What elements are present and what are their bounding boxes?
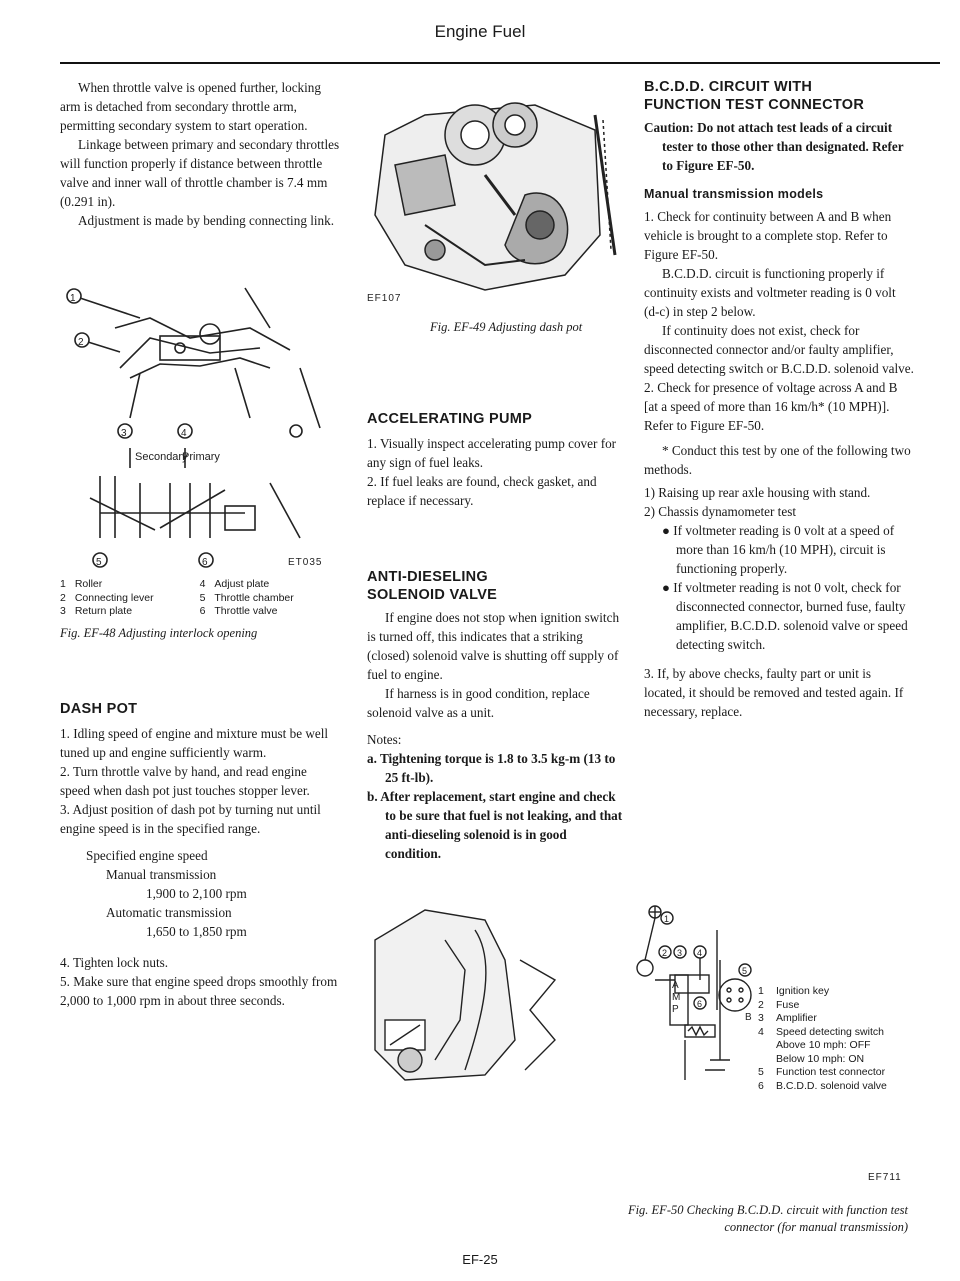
anti-para-2: If harness is in good condition, replace solenoid valve as a unit. [367,686,590,720]
spec-manual-value: 1,900 to 2,100 rpm [146,886,247,901]
spec-auto-value: 1,650 to 1,850 rpm [146,924,247,939]
letter-m: M [672,992,681,1003]
spec-auto: Automatic transmission [106,905,232,920]
secondary-label: Secondary [135,451,188,463]
svg-text:5: 5 [742,966,748,976]
intro-para-2: Linkage between primary and secondary throttles will function properly if distance between throttle valve and inner wall of throttle chamber is 7.4 mm (0.291 in). [60,137,340,209]
caution: Caution: Do not attach test leads of a circuit tester to those other than designated. Refer to Figure EF-50. [644,120,904,173]
anti-dieseling-heading-2: SOLENOID VALVE [367,587,498,603]
svg-text:1: 1 [70,293,76,304]
fig50-code: EF711 [868,1172,902,1183]
intro-para-3: Adjustment is made by bending connecting link. [78,213,335,228]
bcdd-step-1b: B.C.D.D. circuit is functioning properly if continuity exists and voltmeter reading is 0 volt (d-c) in step 2 below. [644,266,896,319]
page-header: Engine Fuel [434,22,526,41]
accel-step-1: 1. Visually inspect accelerating pump cover for any sign of fuel leaks. [367,436,617,470]
legend-row: 4 Speed detecting switch [758,1025,884,1038]
bcdd-circuit-diagram [365,900,755,1090]
interlock-diagram [60,268,340,578]
accelerating-pump-heading: ACCELERATING PUMP [367,411,533,427]
dash-pot-step-3: 3. Adjust position of dash pot by turning nut until engine speed is in the specified range. [60,802,321,836]
legend-row: 2 Connecting lever 5 Throttle chamber [60,591,294,604]
accel-step-2: 2. If fuel leaks are found, check gasket, and replace if necessary. [367,474,597,508]
dash-pot-step-5: 5. Make sure that engine speed drops smoothly from 2,000 to 1,000 rpm in about three seconds. [60,974,338,1008]
note-b: b. After replacement, start engine and check to be sure that fuel is not leaking, and that anti-dieseling solenoid is in good condition. [367,789,623,861]
legend-row: 3 Amplifier [758,1012,817,1024]
manual-transmission-heading: Manual transmission models [644,187,824,201]
method-2: 2) Chassis dynamometer test [644,504,796,519]
anti-dieseling-section [367,568,625,863]
svg-text:2: 2 [78,337,84,348]
svg-text:6: 6 [202,557,208,568]
method-1: 1) Raising up rear axle housing with stand. [644,485,871,500]
legend-row: 2 Fuse [758,998,800,1011]
svg-text:6: 6 [697,999,703,1009]
column-3 [644,78,914,721]
bullet-1: ● If voltmeter reading is 0 volt at a speed of more than 16 km/h (10 MPH), circuit is functioning properly. [662,523,895,576]
svg-text:3: 3 [677,948,683,958]
dash-pot-section [60,700,340,1010]
note-a: a. Tightening torque is 1.8 to 3.5 kg-m (13 to 25 ft-lb). [367,751,616,785]
header-rule [60,62,940,64]
spec-title: Specified engine speed [86,848,208,863]
intro-para-1: When throttle valve is opened further, locking arm is detached from secondary throttle arm, permitting secondary system to start operation. [60,80,321,133]
fig50-caption-line-1: Fig. EF-50 Checking B.C.D.D. circuit with function test [627,1203,908,1217]
letter-p: P [672,1004,679,1015]
bcdd-star-note: * Conduct this test by one of the following two methods. [644,443,911,477]
svg-text:2: 2 [662,948,668,958]
legend-row: 1 Roller 4 Adjust plate [60,578,270,590]
svg-text:4: 4 [697,948,703,958]
svg-text:1: 1 [664,914,670,924]
fig49-caption: Fig. EF-49 Adjusting dash pot [430,320,583,334]
fig48-caption: Fig. EF-48 Adjusting interlock opening [60,626,258,640]
bcdd-heading-2: FUNCTION TEST CONNECTOR [644,97,865,113]
fig48-legend [60,578,340,619]
fig48-code: ET035 [288,557,323,568]
primary-label: Primary [182,451,220,463]
anti-dieseling-heading-1: ANTI-DIESELING [367,569,489,585]
page-number: EF-25 [462,1252,498,1267]
spec-manual: Manual transmission [106,867,217,882]
bcdd-step-3: 3. If, by above checks, faulty part or unit is located, it should be removed and tested again. If necessary, replace. [644,666,904,719]
fig50-legend [758,985,948,1093]
fig50-caption-line-2: connector (for manual transmission) [724,1220,908,1234]
accelerating-pump-section [367,410,625,510]
svg-text:4: 4 [181,428,187,439]
legend-row: 5 Function test connector [758,1066,886,1078]
letter-b: B [745,1012,752,1023]
svg-text:5: 5 [96,557,102,568]
column-1 [60,78,340,230]
dash-pot-step-2: 2. Turn throttle valve by hand, and read engine speed when dash pot just touches stopper lever. [60,764,310,798]
bcdd-step-1c: If continuity does not exist, check for disconnected connector and/or faulty amplifier, speed detecting switch or B.C.D.D. solenoid valve. [644,323,914,376]
bcdd-step-1: 1. Check for continuity between A and B when vehicle is brought to a complete stop. Refer to Figure EF-50. [644,209,892,262]
dash-pot-heading: DASH POT [60,701,138,717]
bcdd-step-2: 2. Check for presence of voltage across A and B [at a speed of more than 16 km/h* (10 MPH)]. Refer to Figure EF-50. [644,380,898,433]
legend-row: Above 10 mph: OFF [776,1039,871,1051]
legend-row: Below 10 mph: ON [776,1052,865,1065]
bullet-2: ● If voltmeter reading is not 0 volt, check for disconnected connector, burned fuse, faulty amplifier, B.C.D.D. solenoid valve or speed detecting switch. [662,580,908,652]
fig49-code: EF107 [367,293,402,304]
legend-row: 1 Ignition key [758,985,830,997]
legend-row: 6 B.C.D.D. solenoid valve [758,1079,887,1092]
notes-title: Notes: [367,732,402,747]
dash-pot-photo [365,75,625,305]
dash-pot-step-1: 1. Idling speed of engine and mixture must be well tuned up and engine sufficiently warm. [60,726,329,760]
bcdd-heading-1: B.C.D.D. CIRCUIT WITH [644,79,813,95]
letter-a: A [672,980,679,991]
anti-para-1: If engine does not stop when ignition switch is turned off, this indicates that a striking (closed) solenoid valve is shutting off supply of fuel to engine. [367,610,620,682]
legend-row: 3 Return plate 6 Throttle valve [60,605,278,617]
svg-text:3: 3 [121,428,127,439]
dash-pot-step-4: 4. Tighten lock nuts. [60,955,169,970]
